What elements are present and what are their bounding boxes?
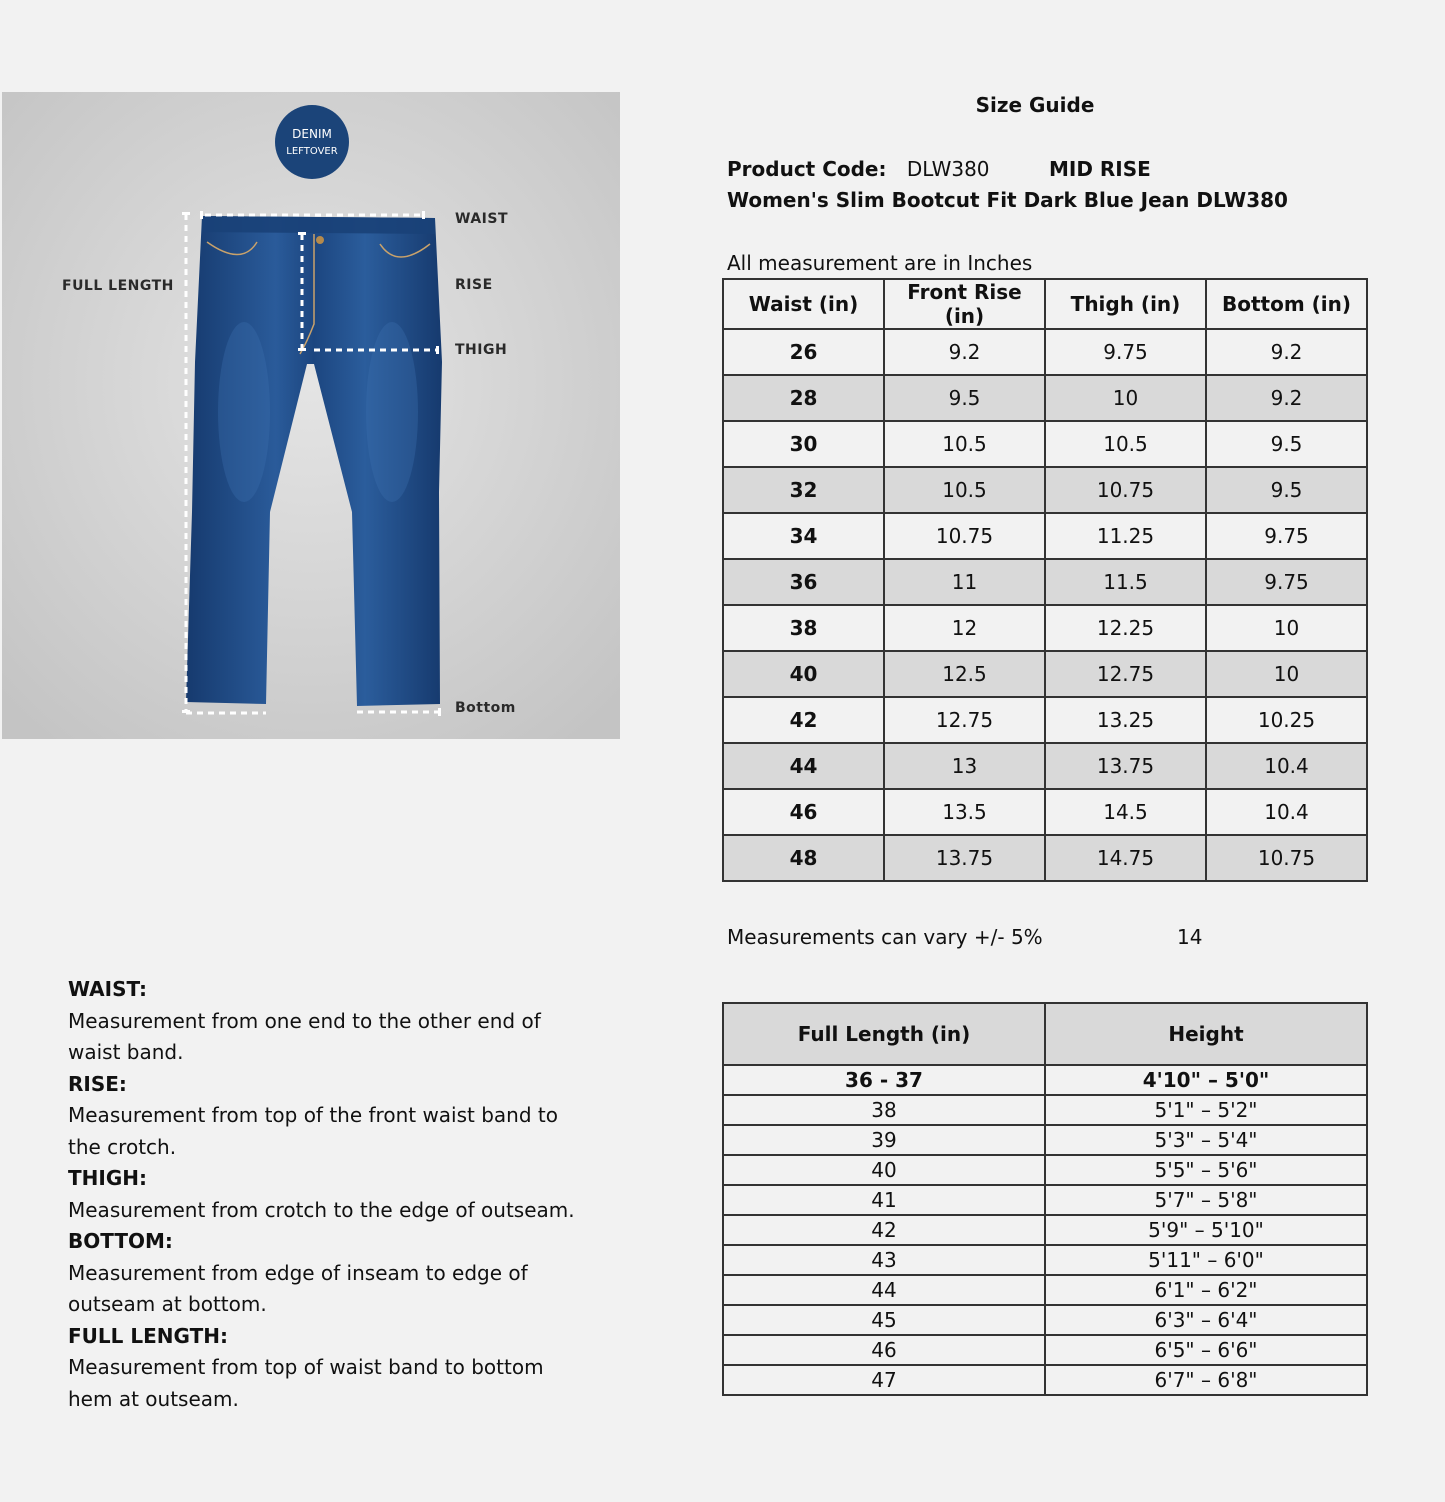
table-row bbox=[723, 1275, 1367, 1305]
cell: 38 bbox=[723, 1095, 1045, 1125]
table-row bbox=[723, 1365, 1367, 1395]
cell: 6'5" – 6'6" bbox=[1045, 1335, 1367, 1365]
cell: 43 bbox=[723, 1245, 1045, 1275]
cell: 10.75 bbox=[1206, 835, 1367, 881]
cell: 28 bbox=[723, 375, 884, 421]
cell: 10.75 bbox=[1045, 467, 1206, 513]
label-thigh: THIGH bbox=[455, 342, 508, 358]
cell: 4'10" – 5'0" bbox=[1045, 1065, 1367, 1095]
cell: 13.75 bbox=[884, 835, 1045, 881]
cell: 5'7" – 5'8" bbox=[1045, 1185, 1367, 1215]
def-term-thigh: THIGH: bbox=[68, 1166, 147, 1190]
cell: 5'1" – 5'2" bbox=[1045, 1095, 1367, 1125]
def-term-full-length: FULL LENGTH: bbox=[68, 1323, 228, 1348]
cell: 14.75 bbox=[1045, 835, 1206, 881]
product-code-value: DLW380 bbox=[906, 157, 990, 181]
cell: 10 bbox=[1206, 605, 1367, 651]
cell: 46 bbox=[723, 1335, 1045, 1365]
cell: 6'1" – 6'2" bbox=[1045, 1275, 1367, 1305]
def-text-full-length: Measurement from top of waist band to bottom hem at outseam. bbox=[68, 1355, 544, 1411]
size-table-header bbox=[723, 279, 1367, 329]
cell: 10.25 bbox=[1206, 697, 1367, 743]
jeans-illustration bbox=[2, 92, 620, 739]
cell: 10 bbox=[1045, 375, 1206, 421]
cell: 39 bbox=[723, 1125, 1045, 1155]
cell: 5'3" – 5'4" bbox=[1045, 1125, 1367, 1155]
cell: 5'9" – 5'10" bbox=[1045, 1215, 1367, 1245]
col-front-rise: Front Rise (in) bbox=[884, 279, 1045, 329]
col-waist: Waist (in) bbox=[723, 279, 884, 329]
cell: 36 bbox=[723, 559, 884, 605]
length-table bbox=[722, 1002, 1368, 1396]
table-row bbox=[723, 1155, 1367, 1185]
table-row bbox=[723, 329, 1367, 375]
cell: 6'3" – 6'4" bbox=[1045, 1305, 1367, 1335]
cell: 47 bbox=[723, 1365, 1045, 1395]
def-text-waist: Measurement from one end to the other end of waist band. bbox=[68, 1008, 541, 1064]
label-rise: RISE bbox=[455, 277, 493, 293]
table-row bbox=[723, 697, 1367, 743]
cell: 26 bbox=[723, 329, 884, 375]
col-height: Height bbox=[1045, 1003, 1367, 1065]
product-name: Women's Slim Bootcut Fit Dark Blue Jean DLW380 bbox=[727, 188, 1288, 212]
logo-text-top: DENIM bbox=[292, 127, 332, 141]
table-row bbox=[723, 835, 1367, 881]
product-code-label: Product Code: bbox=[727, 157, 887, 181]
cell: 34 bbox=[723, 513, 884, 559]
stray-number: 14 bbox=[1177, 925, 1203, 949]
cell: 6'7" – 6'8" bbox=[1045, 1365, 1367, 1395]
cell: 44 bbox=[723, 1275, 1045, 1305]
col-full-length: Full Length (in) bbox=[723, 1003, 1045, 1065]
cell: 9.2 bbox=[1206, 375, 1367, 421]
page-title: Size Guide bbox=[975, 93, 1095, 117]
measurement-definitions bbox=[68, 974, 588, 1415]
cell: 48 bbox=[723, 835, 884, 881]
cell: 11 bbox=[884, 559, 1045, 605]
length-table-header bbox=[723, 1003, 1367, 1065]
cell: 42 bbox=[723, 1215, 1045, 1245]
def-text-rise: Measurement from top of the front waist band to the crotch. bbox=[68, 1103, 558, 1159]
cell: 9.5 bbox=[1206, 467, 1367, 513]
units-note: All measurement are in Inches bbox=[727, 251, 1033, 275]
cell: 11.25 bbox=[1045, 513, 1206, 559]
def-term-rise: RISE: bbox=[68, 1071, 127, 1096]
variance-note: Measurements can vary +/- 5% bbox=[727, 925, 1043, 949]
rise-type: MID RISE bbox=[1049, 157, 1151, 181]
cell: 13.5 bbox=[884, 789, 1045, 835]
cell: 10.4 bbox=[1206, 743, 1367, 789]
cell: 9.5 bbox=[1206, 421, 1367, 467]
table-row bbox=[723, 1065, 1367, 1095]
table-row bbox=[723, 421, 1367, 467]
cell: 9.2 bbox=[884, 329, 1045, 375]
cell: 13.75 bbox=[1045, 743, 1206, 789]
cell: 10.4 bbox=[1206, 789, 1367, 835]
col-thigh: Thigh (in) bbox=[1045, 279, 1206, 329]
col-bottom: Bottom (in) bbox=[1206, 279, 1367, 329]
def-text-thigh: Measurement from crotch to the edge of outseam. bbox=[68, 1197, 575, 1222]
cell: 14.5 bbox=[1045, 789, 1206, 835]
cell: 45 bbox=[723, 1305, 1045, 1335]
label-full-length: FULL LENGTH bbox=[62, 278, 174, 294]
table-row bbox=[723, 375, 1367, 421]
cell: 5'11" – 6'0" bbox=[1045, 1245, 1367, 1275]
jeans-measurement-figure bbox=[2, 92, 620, 739]
table-row bbox=[723, 1245, 1367, 1275]
cell: 40 bbox=[723, 651, 884, 697]
cell: 10 bbox=[1206, 651, 1367, 697]
cell: 12.25 bbox=[1045, 605, 1206, 651]
cell: 5'5" – 5'6" bbox=[1045, 1155, 1367, 1185]
cell: 12.75 bbox=[1045, 651, 1206, 697]
cell: 9.75 bbox=[1206, 559, 1367, 605]
size-table bbox=[722, 278, 1368, 882]
product-code-line bbox=[727, 157, 990, 181]
cell: 12 bbox=[884, 605, 1045, 651]
table-row bbox=[723, 1305, 1367, 1335]
cell: 9.5 bbox=[884, 375, 1045, 421]
table-row bbox=[723, 1185, 1367, 1215]
cell: 10.5 bbox=[1045, 421, 1206, 467]
label-waist: WAIST bbox=[455, 211, 508, 227]
cell: 40 bbox=[723, 1155, 1045, 1185]
cell: 9.75 bbox=[1045, 329, 1206, 375]
cell: 42 bbox=[723, 697, 884, 743]
cell: 12.75 bbox=[884, 697, 1045, 743]
cell: 9.2 bbox=[1206, 329, 1367, 375]
def-term-waist: WAIST: bbox=[68, 977, 148, 1001]
table-row bbox=[723, 605, 1367, 651]
cell: 10.5 bbox=[884, 421, 1045, 467]
def-text-bottom: Measurement from edge of inseam to edge of outseam at bottom. bbox=[68, 1260, 528, 1316]
table-row bbox=[723, 1095, 1367, 1125]
cell: 32 bbox=[723, 467, 884, 513]
cell: 46 bbox=[723, 789, 884, 835]
cell: 13 bbox=[884, 743, 1045, 789]
cell: 38 bbox=[723, 605, 884, 651]
table-row bbox=[723, 651, 1367, 697]
cell: 12.5 bbox=[884, 651, 1045, 697]
def-term-bottom: BOTTOM: bbox=[68, 1229, 173, 1253]
table-row bbox=[723, 743, 1367, 789]
table-row bbox=[723, 1125, 1367, 1155]
cell: 11.5 bbox=[1045, 559, 1206, 605]
logo-text-bottom: LEFTOVER bbox=[286, 146, 338, 157]
table-row bbox=[723, 467, 1367, 513]
cell: 41 bbox=[723, 1185, 1045, 1215]
cell: 10.75 bbox=[884, 513, 1045, 559]
cell: 30 bbox=[723, 421, 884, 467]
cell: 10.5 bbox=[884, 467, 1045, 513]
table-row bbox=[723, 1215, 1367, 1245]
table-row bbox=[723, 513, 1367, 559]
table-row bbox=[723, 559, 1367, 605]
cell: 9.75 bbox=[1206, 513, 1367, 559]
label-bottom: Bottom bbox=[455, 700, 516, 716]
cell: 36 - 37 bbox=[723, 1065, 1045, 1095]
cell: 44 bbox=[723, 743, 884, 789]
table-row bbox=[723, 789, 1367, 835]
table-row bbox=[723, 1335, 1367, 1365]
cell: 13.25 bbox=[1045, 697, 1206, 743]
